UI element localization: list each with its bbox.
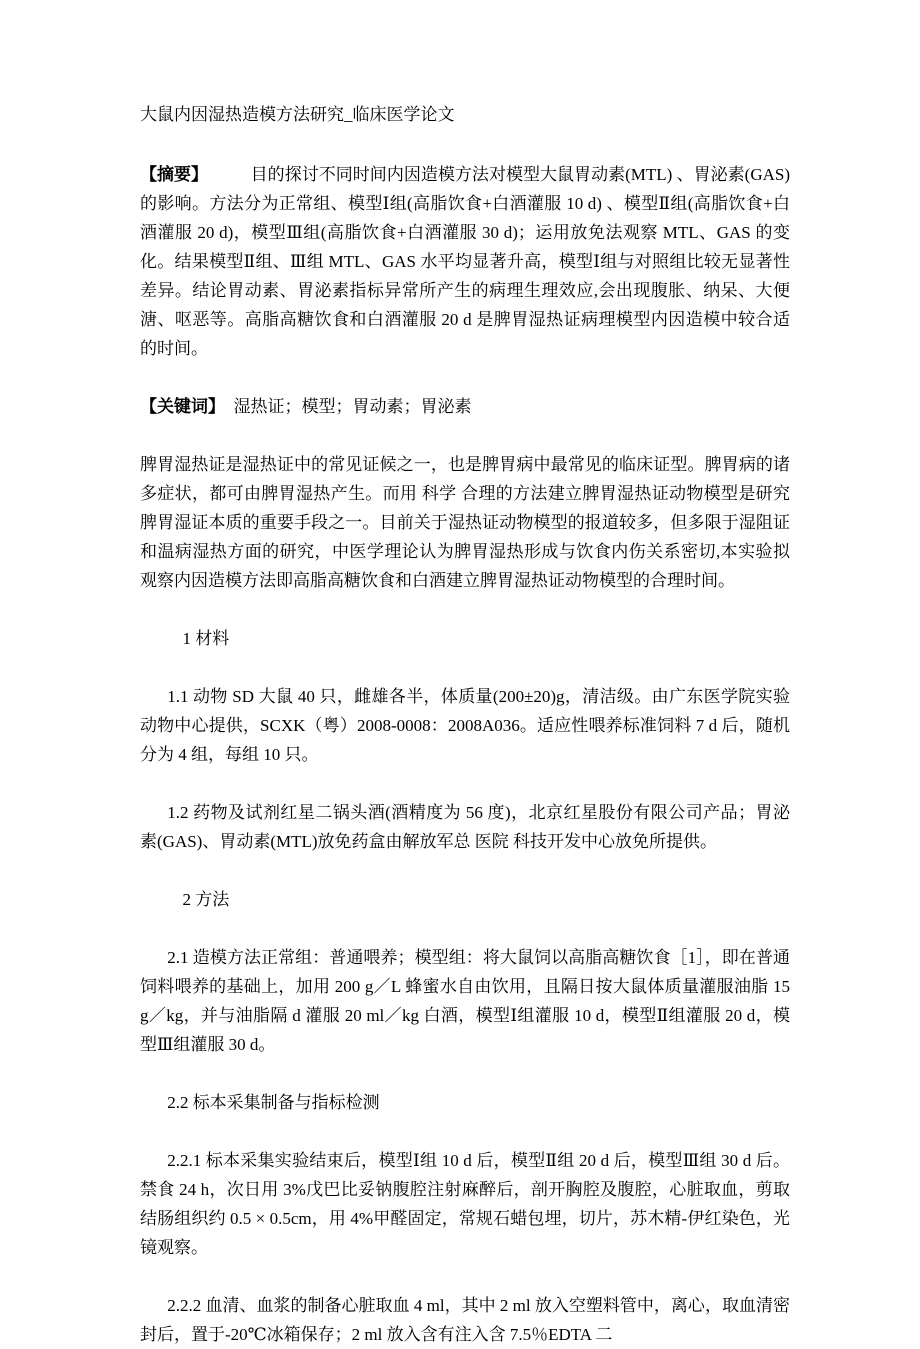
keywords-label: 【关键词】 xyxy=(140,397,217,416)
intro-paragraph: 脾胃湿热证是湿热证中的常见证候之一，也是脾胃病中最常见的临床证型。脾胃病的诸多症状，都可由脾胃湿热产生。而用 科学 合理的方法建立脾胃湿热证动物模型是研究脾胃湿证本质的重要手段之一。目前关于湿热证动物模型的报道较多，但多限于湿阻证和温病湿热方面的研究，中医学理论认为脾胃湿热形成与饮食内伤关系密切,本实验拟观察内因造模方法即高脂高糖饮食和白酒建立脾胃湿热证动物模型的合理时间。 xyxy=(140,455,790,590)
paragraph-1-2-drugs-reagents: 1.2 药物及试剂红星二锅头酒(酒精度为 56 度)，北京红星股份有限公司产品；胃泌素(GAS)、胃动素(MTL)放免药盒由解放军总 医院 科技开发中心放免所提供。 xyxy=(140,803,790,851)
abstract-paragraph xyxy=(140,160,790,363)
abstract-label: 【摘要】 xyxy=(140,165,200,184)
document-title: 大鼠内因湿热造模方法研究_临床医学论文 xyxy=(140,105,455,124)
abstract-text: 目的探讨不同时间内因造模方法对模型大鼠胃动素(MTL) 、胃泌素(GAS)的影响。方法分为正常组、模型Ⅰ组(高脂饮食+白酒灌服 10 d) 、模型Ⅱ组(高脂饮食+白酒灌服 20 d)，模型Ⅲ组(高脂饮食+白酒灌服 30 d)；运用放免法观察 MTL、GAS 的变化。结果模型Ⅱ组、Ⅲ组 MTL、GAS 水平均显著升高，模型Ⅰ组与对照组比较无显著性差异。结论胃动素、胃泌素指标异常所产生的病理生理效应,会出现腹胀、纳呆、大便溏、呕恶等。高脂高糖饮食和白酒灌服 20 d 是脾胃湿热证病理模型内因造模中较合适的时间。 xyxy=(140,165,790,358)
paragraph-1-1-animals: 1.1 动物 SD 大鼠 40 只，雌雄各半，体质量(200±20)g，清洁级。由广东医学院实验动物中心提供，SCXK（粤）2008-0008：2008A036。适应性喂养标准饲料 7 d 后，随机分为 4 组，每组 10 只。 xyxy=(140,687,790,764)
paragraph-2-2-specimen-heading: 2.2 标本采集制备与指标检测 xyxy=(167,1093,380,1112)
section-heading-methods: 2 方法 xyxy=(182,890,230,909)
keywords-text: 湿热证；模型；胃动素；胃泌素 xyxy=(216,397,472,416)
paragraph-2-2-2-serum-plasma: 2.2.2 血清、血浆的制备心脏取血 4 ml，其中 2 ml 放入空塑料管中，离心，取血清密封后，置于-20℃冰箱保存；2 ml 放入含有注入含 7.5％EDTA 二 xyxy=(140,1296,790,1344)
paragraph-2-2-1-specimen-collection: 2.2.1 标本采集实验结束后，模型Ⅰ组 10 d 后，模型Ⅱ组 20 d 后，模型Ⅲ组 30 d 后。禁食 24 h，次日用 3%戊巴比妥钠腹腔注射麻醉后，剖开胸腔及腹腔，心脏取血，剪取结肠组织约 0.5 × 0.5cm，用 4%甲醛固定，常规石蜡包埋，切片，苏木精-伊红染色，光镜观察。 xyxy=(140,1151,790,1257)
paragraph-2-1-modeling-method: 2.1 造模方法正常组：普通喂养；模型组：将大鼠饲以高脂高糖饮食［1］，即在普通饲料喂养的基础上，加用 200 g／L 蜂蜜水自由饮用，且隔日按大鼠体质量灌服油脂 15 g／kg，并与油脂隔 d 灌服 20 ml／kg 白酒，模型Ⅰ组灌服 10 d，模型Ⅱ组灌服 20 d，模型Ⅲ组灌服 30 d。 xyxy=(140,948,790,1054)
keywords-line xyxy=(140,392,790,421)
section-heading-materials: 1 材料 xyxy=(182,629,230,648)
